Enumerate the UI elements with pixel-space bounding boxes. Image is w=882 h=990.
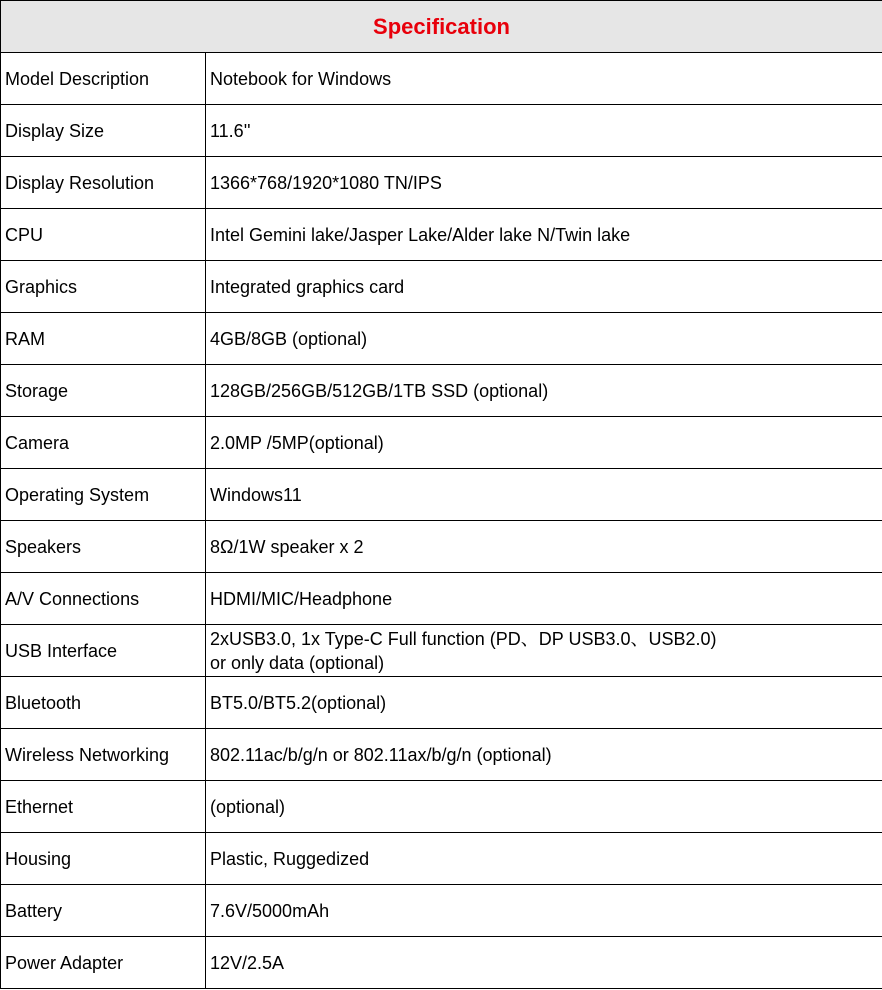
spec-value: 1366*768/1920*1080 TN/IPS — [206, 157, 882, 209]
spec-value: 8Ω/1W speaker x 2 — [206, 521, 882, 573]
spec-value: 802.11ac/b/g/n or 802.11ax/b/g/n (optional) — [206, 729, 882, 781]
spec-label: Display Size — [1, 105, 206, 157]
table-row — [1, 677, 882, 729]
spec-label: Graphics — [1, 261, 206, 313]
table-row — [1, 157, 882, 209]
spec-label: USB Interface — [1, 625, 206, 677]
table-row — [1, 729, 882, 781]
spec-label: Model Description — [1, 53, 206, 105]
table-row — [1, 885, 882, 937]
spec-label: Bluetooth — [1, 677, 206, 729]
spec-value: 7.6V/5000mAh — [206, 885, 882, 937]
spec-label: Wireless Networking — [1, 729, 206, 781]
spec-label: Battery — [1, 885, 206, 937]
table-row — [1, 365, 882, 417]
spec-value: Integrated graphics card — [206, 261, 882, 313]
spec-label: Operating System — [1, 469, 206, 521]
spec-value: 2.0MP /5MP(optional) — [206, 417, 882, 469]
spec-value: (optional) — [206, 781, 882, 833]
spec-label: CPU — [1, 209, 206, 261]
spec-value: Plastic, Ruggedized — [206, 833, 882, 885]
spec-value: Notebook for Windows — [206, 53, 882, 105]
spec-label: Ethernet — [1, 781, 206, 833]
spec-value: Intel Gemini lake/Jasper Lake/Alder lake N/Twin lake — [206, 209, 882, 261]
table-row — [1, 573, 882, 625]
spec-label: Housing — [1, 833, 206, 885]
table-row — [1, 833, 882, 885]
table-row — [1, 53, 882, 105]
table-row — [1, 261, 882, 313]
spec-value: BT5.0/BT5.2(optional) — [206, 677, 882, 729]
spec-value: Windows11 — [206, 469, 882, 521]
table-row — [1, 625, 882, 677]
table-row — [1, 209, 882, 261]
spec-label: Display Resolution — [1, 157, 206, 209]
table-row — [1, 937, 882, 989]
spec-value: HDMI/MIC/Headphone — [206, 573, 882, 625]
spec-label: Speakers — [1, 521, 206, 573]
table-body — [1, 53, 882, 989]
spec-value: 2xUSB3.0, 1x Type-C Full function (PD、DP USB3.0、USB2.0) or only data (optional) — [206, 625, 882, 677]
table-header-row — [1, 1, 882, 53]
table-row — [1, 781, 882, 833]
table-row — [1, 105, 882, 157]
table-title: Specification — [1, 1, 882, 53]
table-row — [1, 417, 882, 469]
spec-value: 128GB/256GB/512GB/1TB SSD (optional) — [206, 365, 882, 417]
table-row — [1, 469, 882, 521]
spec-value: 11.6'' — [206, 105, 882, 157]
spec-label: Camera — [1, 417, 206, 469]
spec-value: 4GB/8GB (optional) — [206, 313, 882, 365]
spec-label: Storage — [1, 365, 206, 417]
spec-label: RAM — [1, 313, 206, 365]
spec-label: Power Adapter — [1, 937, 206, 989]
spec-label: A/V Connections — [1, 573, 206, 625]
table-row — [1, 313, 882, 365]
spec-value: 12V/2.5A — [206, 937, 882, 989]
table-row — [1, 521, 882, 573]
